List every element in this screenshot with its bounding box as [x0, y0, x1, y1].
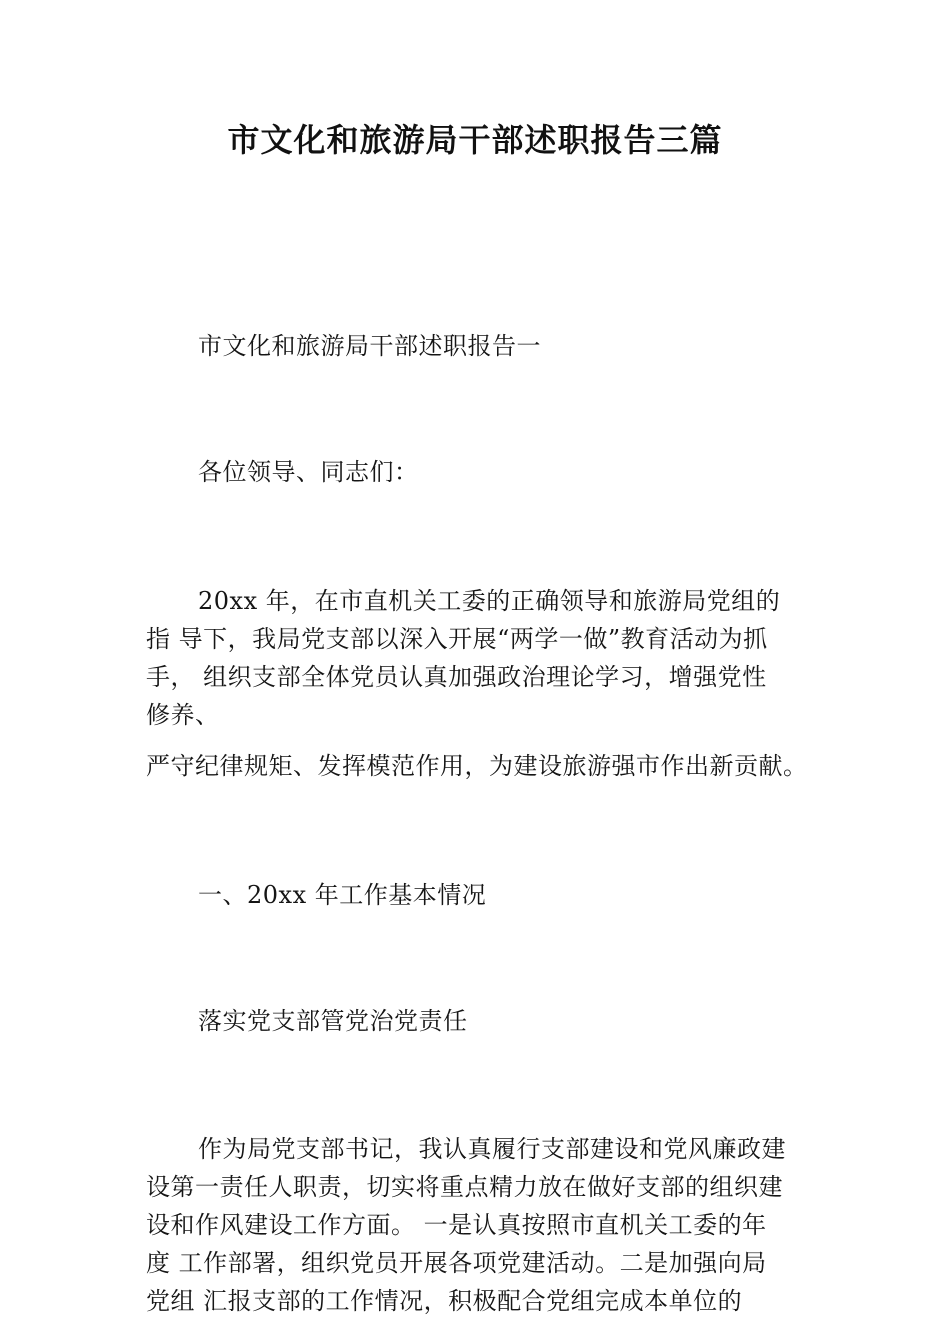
- intro-line: 修养、: [146, 701, 220, 729]
- body-line: 设第一责任人职责，切实将重点精力放在做好支部的组织建: [146, 1173, 783, 1201]
- salutation: [146, 453, 862, 491]
- intro-line: 手， 组织支部全体党员认真加强政治理论学习，增强党性: [146, 663, 767, 691]
- subsection-heading-text: 落实党支部管党治党责任: [198, 1007, 468, 1035]
- section-heading: [146, 876, 862, 914]
- report-subtitle: [146, 327, 862, 365]
- body-line: 度 工作部署，组织党员开展各项党建活动。二是加强向局: [146, 1249, 767, 1277]
- body-paragraph: [146, 1130, 810, 1320]
- subsection-heading: [146, 1002, 862, 1040]
- body-line: 作为局党支部书记，我认真履行支部建设和党风廉政建: [198, 1135, 786, 1163]
- section-heading-text: 一、20xx 年工作基本情况: [198, 881, 487, 909]
- intro-paragraph: [146, 582, 810, 734]
- report-subtitle-text: 市文化和旅游局干部述职报告一: [198, 332, 541, 360]
- body-line: 党组 汇报支部的工作情况，积极配合党组完成本单位的: [146, 1287, 743, 1315]
- intro-line: 指 导下，我局党支部以深入开展“两学一做”教育活动为抓: [146, 625, 768, 653]
- intro-line: 20xx 年，在市直机关工委的正确领导和旅游局党组的: [198, 587, 781, 615]
- intro-paragraph-continued: [146, 747, 810, 785]
- document-title: 市文化和旅游局干部述职报告三篇: [227, 121, 723, 159]
- intro-line: 严守纪律规矩、发挥模范作用，为建设旅游强市作出新贡献。: [146, 752, 808, 780]
- body-line: 设和作风建设工作方面。 一是认真按照市直机关工委的年: [146, 1211, 767, 1239]
- salutation-text: 各位领导、同志们：: [198, 458, 419, 486]
